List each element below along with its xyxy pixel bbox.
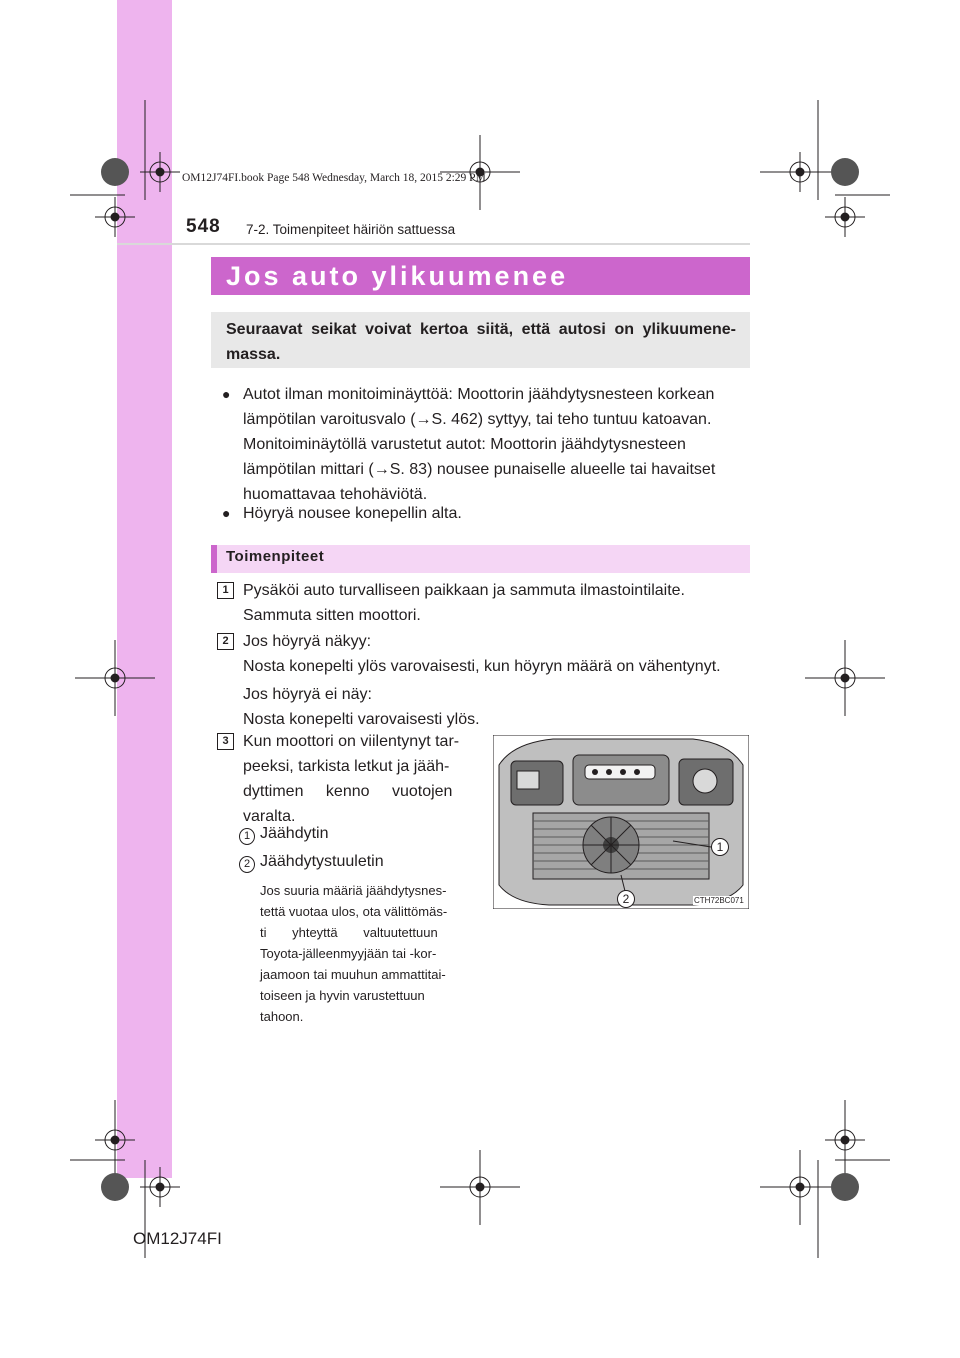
figure-callout: 2 (617, 890, 635, 908)
crosshair-targets (75, 135, 885, 1225)
manual-code: OM12J74FI (133, 1229, 222, 1248)
text-line: Toyota-jälleenmyyjään tai -kor- (260, 946, 437, 961)
crosshair-icon (75, 640, 155, 716)
crosshair-icon (95, 1100, 135, 1180)
note-text (260, 880, 478, 1027)
text-line: ti yhteyttä valtuutettuun (260, 925, 438, 940)
text-line: Jos höyryä ei näy: (243, 686, 372, 703)
text-line: tettä vuotaa ulos, ota välittömäs- (260, 904, 448, 919)
text-line: dyttimen kenno vuotojen (243, 783, 453, 800)
text-line: jaamoon tai muuhun ammattitai- (260, 967, 446, 982)
crosshair-icon (825, 197, 865, 237)
step-text (243, 578, 745, 628)
print-slug: OM12J74FI.book Page 548 Wednesday, March 18, 2015 2:29 PM (182, 172, 486, 184)
bullet-icon: ● (222, 505, 231, 521)
text-line: Kun moottori on viilentynyt tar- (243, 733, 460, 750)
subheading-accent (211, 545, 217, 573)
step-number-box: 1 (217, 582, 234, 599)
crosshair-icon (805, 640, 885, 716)
callout-number: 2 (239, 856, 255, 873)
bullet-icon: ● (222, 386, 231, 402)
step-number-box: 2 (217, 633, 234, 650)
bullet-text (243, 382, 745, 507)
wheel-icon (101, 158, 129, 186)
item-label: Jäähdytystuuletin (260, 853, 384, 870)
text-line: Nosta konepelti varovaisesti ylös. (243, 711, 480, 728)
item-label: Jäähdytin (260, 825, 329, 842)
text-line: Höyryä nousee konepellin alta. (243, 505, 462, 522)
text-line: lämpötilan varoitusvalo (→S. 462) syttyy, tai teho tuntuu katoavan. (243, 411, 712, 428)
wheel-icon (831, 1173, 859, 1201)
step-text (243, 729, 477, 829)
figure-code: CTH72BC071 (694, 896, 744, 905)
step-text (243, 629, 745, 679)
callout-number: 1 (239, 828, 255, 845)
text-line: Jos suuria määriä jäähdytysnes- (260, 883, 447, 898)
figure-callout: 1 (711, 838, 729, 856)
text-line: Nosta konepelti ylös varovaisesti, kun höyryn määrä on vähentynyt. (243, 658, 721, 675)
engine-illustration (493, 735, 749, 909)
text-line: Autot ilman monitoiminäyttöä: Moottorin jäähdytysnesteen korkean (243, 386, 715, 403)
text-line: Sammuta sitten moottori. (243, 607, 421, 624)
step-number-box: 3 (217, 733, 234, 750)
step-text-extra (243, 682, 745, 732)
crosshair-icon (440, 1150, 520, 1225)
page-title: Jos auto ylikuumenee (226, 261, 569, 291)
text-line: lämpötilan mittari (→S. 83) nousee punaiselle alueelle tai havaitset (243, 461, 716, 478)
section-title: 7-2. Toimenpiteet häiriön sattuessa (246, 222, 456, 237)
crosshair-icon (825, 1100, 865, 1180)
wheel-icon (831, 158, 859, 186)
text-line: huomattavaa tehohäviötä. (243, 486, 428, 503)
engine-bay-figure (493, 735, 749, 909)
text-line: tahoon. (260, 1009, 304, 1024)
crosshair-icon (95, 197, 135, 237)
crosshair-icon (760, 152, 840, 192)
wheel-icon (101, 1173, 129, 1201)
text-line: Jos höyryä näkyy: (243, 633, 372, 650)
crosshair-icon (140, 152, 180, 192)
bullet-text (243, 501, 745, 526)
text-line: Pysäköi auto turvalliseen paikkaan ja sammuta ilmastointilaite. (243, 582, 685, 599)
text-line: peeksi, tarkista letkut ja jääh- (243, 758, 450, 775)
text-line: Monitoiminäytöllä varustetut autot: Moottorin jäähdytysnesteen (243, 436, 686, 453)
page-number: 548 (186, 216, 221, 237)
intro-text: Seuraavat seikat voivat kertoa siitä, että autosi on ylikuumene-massa. (226, 321, 736, 363)
crosshair-icon (140, 1167, 180, 1207)
text-line: toiseen ja hyvin varustettuun (260, 988, 425, 1003)
crosshair-icon (760, 1150, 840, 1225)
subheading: Toimenpiteet (226, 548, 325, 565)
header-rule (117, 243, 750, 245)
text-line: varalta. (243, 808, 296, 825)
